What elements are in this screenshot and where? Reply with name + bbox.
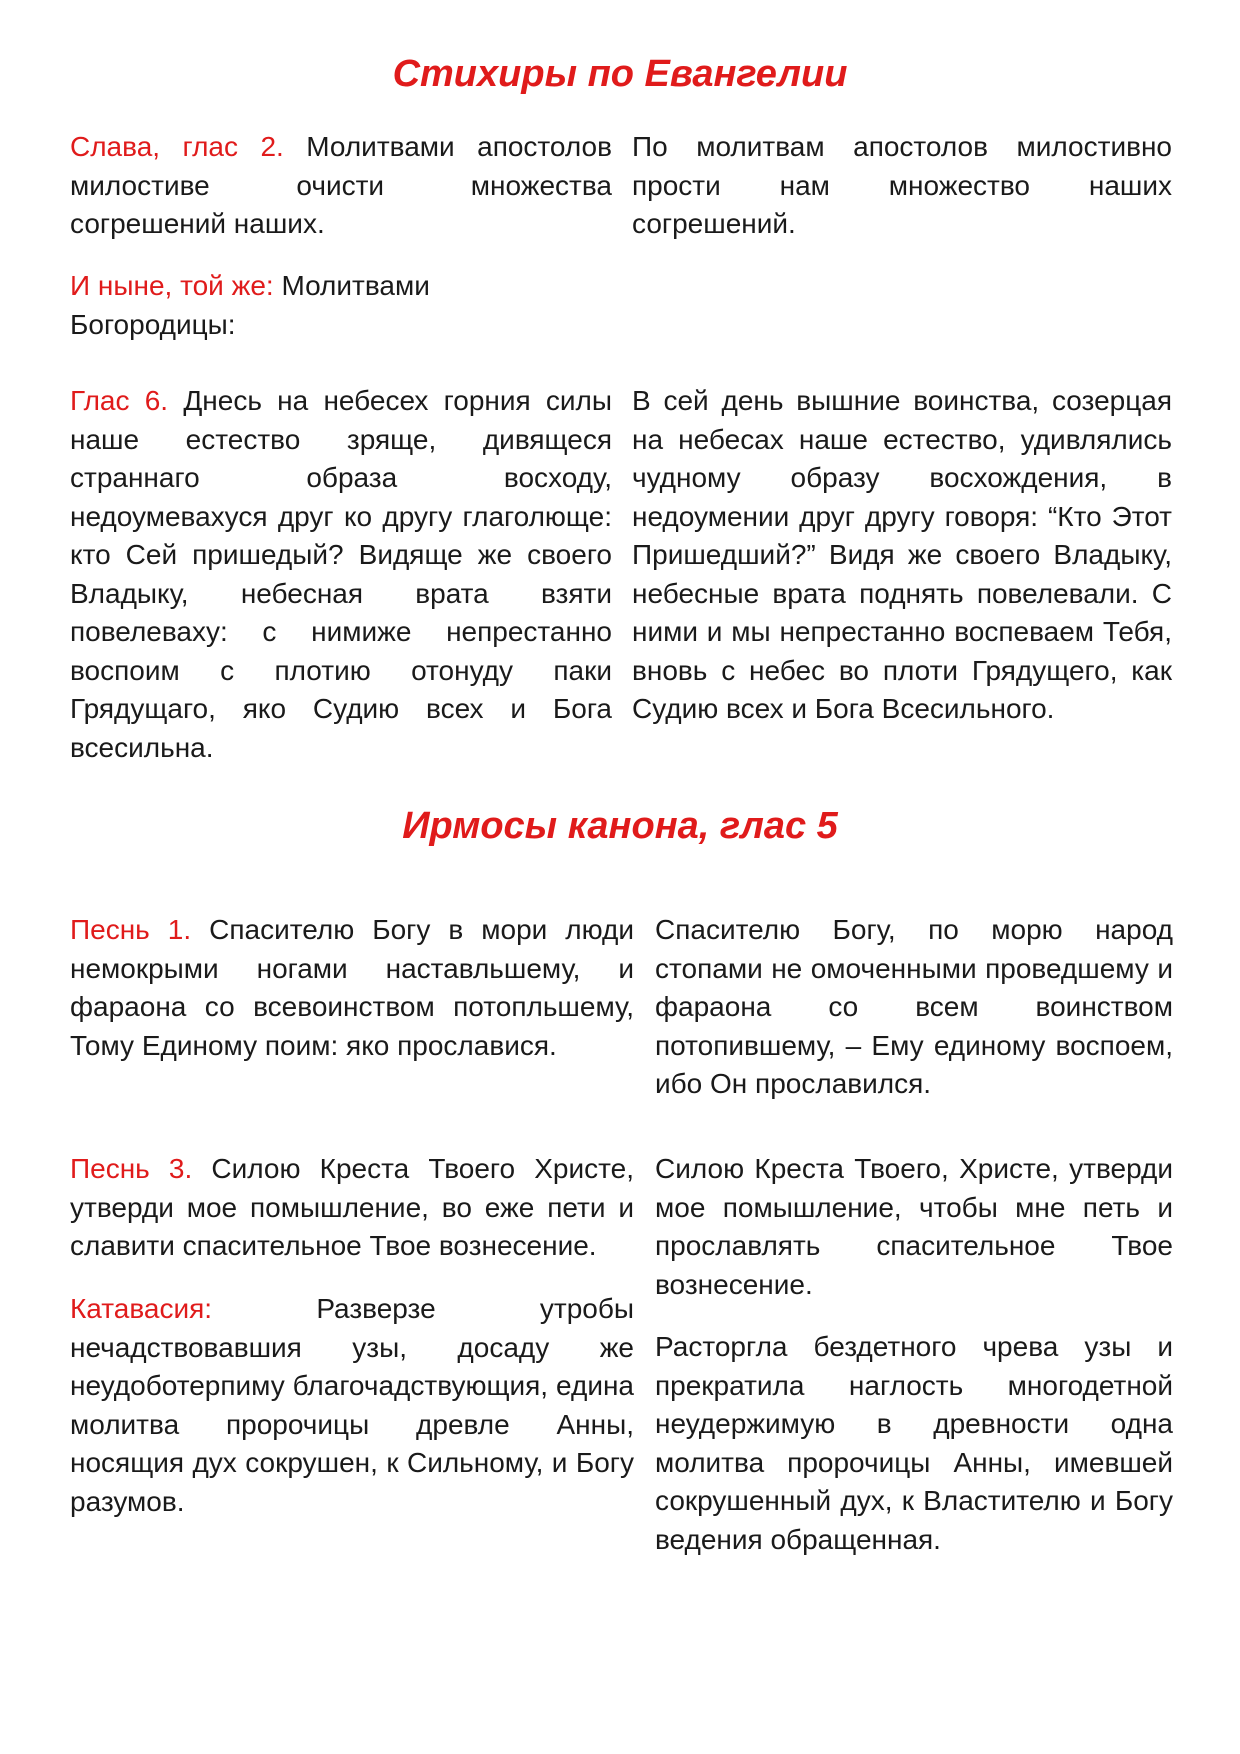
glas6-paragraph: [70, 382, 612, 767]
slava-translation: По молитвам апостолов милостивно прости нам множество наших согрешений.: [632, 131, 1172, 239]
pesn1-text: Спасителю Богу в мори люди немокрыми ногами наставльшему, и фараона со всевоинством потопльшему, Тому Единому поим: яко прославися.: [70, 914, 634, 1061]
section-heading-irmosy: Ирмосы канона, глас 5: [402, 805, 838, 847]
glas6-text: Днесь на небесех горния силы наше естество зряще, дивящеся страннаго образа восходу, недоумевахуся друг ко другу глаголюще: кто Сей пришедый? Видяще же своего Владыку, небесная врата взяти повелеваху: с нимиже непрестанно воспоим с плотию отонуду паки Грядущаго, яко Судию всех и Бога всесильна.: [70, 385, 612, 763]
pesn3-label: Песнь 3.: [70, 1153, 193, 1184]
glas6-label: Глас 6.: [70, 385, 169, 416]
i-nyne-paragraph: [70, 267, 490, 344]
i-nyne-label: И ныне, той же:: [70, 270, 274, 301]
slava-paragraph: [70, 128, 612, 244]
katavasia-label: Катавасия:: [70, 1293, 213, 1324]
katavasia-paragraph: [70, 1290, 634, 1521]
pesn1-paragraph: [70, 911, 634, 1065]
slava-text: Молитвами апостолов милостиве очисти множества согрешений наших.: [70, 131, 612, 239]
pesn3-text: Силою Креста Твоего Христе, утверди мое помышление, во еже пети и славити спасительное Твое вознесение.: [70, 1153, 634, 1261]
pesn1-label: Песнь 1.: [70, 914, 192, 945]
glas6-translation: В сей день вышние воинства, созерцая на небесах наше естество, удивлялись чудному образу восхождения, в недоумении друг другу говоря: “Кто Этот Пришедший?” Видя же своего Владыку, небесные врата поднять повелевали. С ними и мы непрестанно воспеваем Тебя, вновь с небес во плоти Грядущего, как Судию всех и Бога Всесильного.: [632, 385, 1172, 724]
section-heading-stichera: Стихиры по Евангелии: [392, 53, 848, 95]
pesn3-paragraph: [70, 1150, 634, 1266]
i-nyne-text: Молитвами Богородицы:: [70, 270, 430, 340]
slava-label: Слава, глас 2.: [70, 131, 284, 162]
pesn1-translation: Спасителю Богу, по морю народ стопами не омоченными проведшему и фараона со всем воинством потопившему, – Ему единому воспоем, ибо Он прославился.: [655, 914, 1173, 1099]
pesn3-translation: Силою Креста Твоего, Христе, утверди мое помышление, чтобы мне петь и прославлять спасительное Твое вознесение.: [655, 1153, 1173, 1300]
katavasia-text: Разверзе утробы нечадствовавшия узы, досаду же неудоботерпиму благочадствующия, едина молитва пророчицы древле Анны, носящия дух сокрушен, к Сильному, и Богу разумов.: [70, 1293, 634, 1517]
katavasia-translation: Расторгла бездетного чрева узы и прекратила наглость многодетной неудержимую в древности одна молитва пророчицы Анны, имевшей сокрушенный дух, к Властителю и Богу ведения обращенная.: [655, 1331, 1173, 1555]
